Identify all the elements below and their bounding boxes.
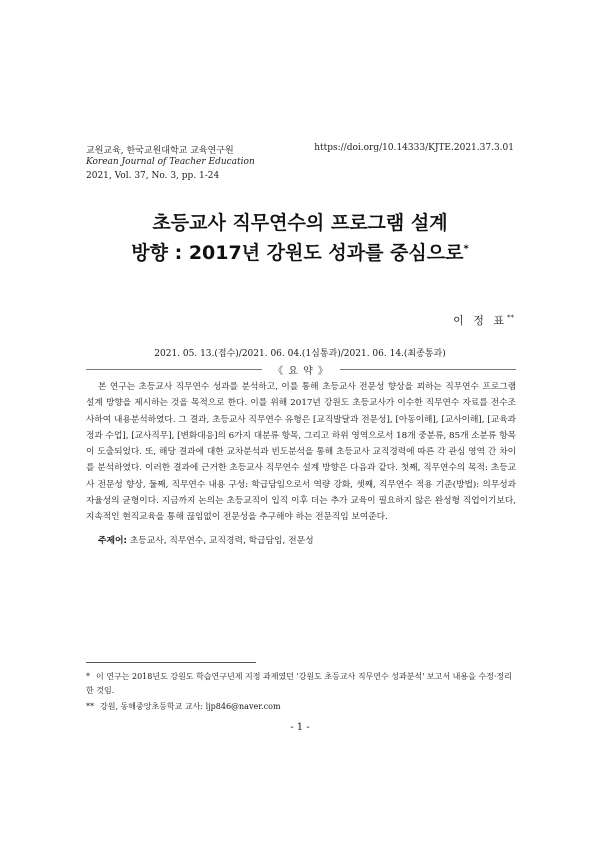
abstract-rule-right — [340, 369, 516, 370]
footnote-2-mark: ** — [86, 702, 94, 711]
footnote-1 — [86, 670, 518, 697]
author-footnote-mark: ** — [507, 313, 514, 322]
footnote-1-mark: * — [86, 672, 90, 681]
title-line-2 — [0, 238, 600, 265]
title-line-1: 초등교사 직무연수의 프로그램 설계 — [152, 212, 448, 234]
title-line-2-text: 방향 : 2017년 강원도 성과를 중심으로 — [131, 242, 464, 264]
abstract-heading-label: 《 요 약 》 — [273, 366, 329, 377]
footnote-2-text: 강원, 동해중앙초등학교 교사: ljp846@naver.com — [100, 702, 281, 711]
footnote-1-text: 이 연구는 2018년도 강원도 학습연구년제 지정 과제였던 '강원도 초등교사 직무연수 성과분석' 보고서 내용을 수정·정리한 것임. — [86, 672, 512, 695]
author-name: 이 정 표 — [453, 314, 507, 327]
journal-name-english: Korean Journal of Teacher Education — [86, 157, 255, 167]
author — [453, 312, 514, 328]
title-footnote-mark: * — [463, 243, 469, 255]
keywords — [98, 533, 314, 546]
page-number: - 1 - — [290, 722, 310, 733]
journal-volume: 2021, Vol. 37, No. 3, pp. 1-24 — [86, 171, 220, 181]
abstract-text: 본 연구는 초등교사 직무연수 성과를 분석하고, 이를 통해 초등교사 전문성 향상을 꾀하는 직무연수 프로그램 설계 방향을 제시하는 것을 목적으로 한다. 이를 위해 2017년 강원도 초등교사가 이수한 직무연수 자료를 전수조사하여 내용분석하였다. 그 결과, 초등교사 직무연수 유형은 [교직발달과 전문성], [아동이해], [교사이해], [교육과정과 수업], [교사직무], [변화대응]의 6가지 대분류 항목, 그리고 하위 영역으로서 18개 중분류, 85개 소분류 항목이 도출되었다. 또, 해당 결과에 대한 교차분석과 빈도분석을 통해 초등교사 교직경력에 따른 각 관심 영역 간 차이를 분석하였다. 이러한 결과에 근거한 초등교사 직무연수 설계 방향은 다음과 같다. 첫째, 직무연수의 목적: 초등교사 전문성 향상, 둘째, 직무연수 내용 구성: 학급담임으로서 역량 강화, 셋째, 직무연수 적용 기준(방법): 의무성과 자율성의 균형이다. 지금까지 논의는 초등교직이 입직 이후 더는 추가 교육이 필요하지 않은 완성형 직업이기보다, 지속적인 현직교육을 통해 끊임없이 전문성을 추구해야 하는 전문직임 보여준다. — [86, 382, 516, 523]
journal-name-korean: 교원교육, 한국교원대학교 교육연구원 — [86, 146, 234, 156]
footnote-2 — [86, 700, 518, 714]
doi-link[interactable]: https://doi.org/10.14333/KJTE.2021.37.3.01 — [314, 143, 514, 153]
keywords-label: 주제어: — [98, 536, 128, 546]
footnote-divider — [86, 662, 256, 663]
abstract-heading — [86, 362, 516, 376]
review-dates: 2021. 05. 13.(접수)/2021. 06. 04.(1심통과)/2021. 06. 14.(최종통과) — [154, 349, 446, 359]
abstract-rule-left — [86, 369, 262, 370]
keywords-list: 초등교사, 직무연수, 교직경력, 학급담임, 전문성 — [129, 536, 314, 546]
